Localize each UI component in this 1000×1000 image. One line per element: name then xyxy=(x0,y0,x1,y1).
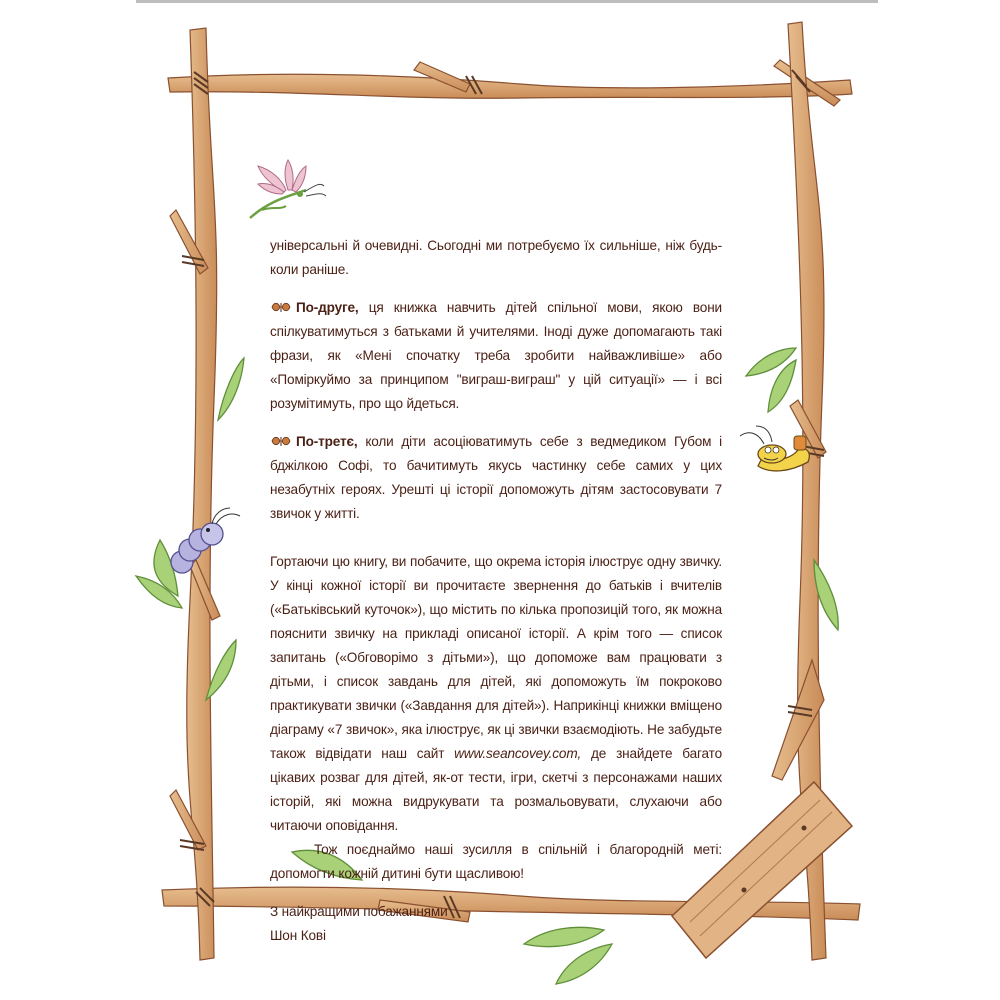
paragraph-third-body: коли діти асоціюватимуть себе з ведмедиком Губом і бджілкою Софі, то бачитимуть якусь частинку себе самих у цих незабутніх героях. Урешті ці історії допоможуть дітям застосовувати 7 звичок у житті. xyxy=(270,434,722,521)
left-stick xyxy=(170,28,220,960)
paragraph-fifth: Тож поєднаймо наші зусилля в спільній і благородній меті: допомогти кожній дитині бути щасливою! xyxy=(270,842,722,881)
signature: Шон Кові xyxy=(270,928,326,943)
paragraph-second-body: ця книжка навчить дітей спільної мови, якою вони спілкуватимуться з батьками й учителями. Іноді дуже допомагають такі фрази, як «Мені спочатку треба зробити найважливіше» або «Поміркуймо за принципом "виграш-виграш" у цій ситуації» — і всі розумітимуть, про що йдеться. xyxy=(270,300,722,411)
lead-third: По-третє, xyxy=(296,434,358,449)
website-link[interactable]: www.seancovey.com, xyxy=(454,746,582,761)
paragraph-fourth xyxy=(270,550,722,838)
paragraph-second xyxy=(270,296,722,416)
flower-icon xyxy=(250,160,326,218)
closing-line: З найкращими побажаннями xyxy=(270,904,448,919)
paragraph-third xyxy=(270,430,722,526)
top-stick xyxy=(168,60,852,106)
bee-icon xyxy=(740,426,809,471)
lead-second: По-друге, xyxy=(296,300,359,315)
butterfly-bullet-icon xyxy=(270,435,292,447)
paragraph-intro: універсальні й очевидні. Сьогодні ми потребуємо їх сильніше, ніж будь-коли раніше. xyxy=(270,238,722,277)
butterfly-bullet-icon xyxy=(270,301,292,313)
main-text xyxy=(270,234,722,948)
paragraph-fourth-b: де знайдете багато цікавих розваг для дітей, як-от тести, ігри, скетчі з персонажами наших історій, які можна видрукувати та розмальовувати, слухаючи або читаючи оповідання. xyxy=(270,746,722,833)
paragraph-fourth-a: Гортаючи цю книгу, ви побачите, що окрема історія ілюструє одну звичку. У кінці кожної історії ви прочитаєте звернення до батьків і вчителів («Батьківський куточок»), що містить по кілька пропозицій того, як можна пояснити звичку на прикладі описаної історії. А крім того — список запитань («Обговорімо з дітьми»), що допоможе вам працювати з дітьми, і список завдань для дітей, які допоможуть їм покроково практикувати звички («Завдання для дітей»). Наприкінці книжки вміщено діаграму «7 звичок», яка ілюструє, як ці звички взаємодіють. Не забудьте також відвідати наш сайт xyxy=(270,554,722,761)
